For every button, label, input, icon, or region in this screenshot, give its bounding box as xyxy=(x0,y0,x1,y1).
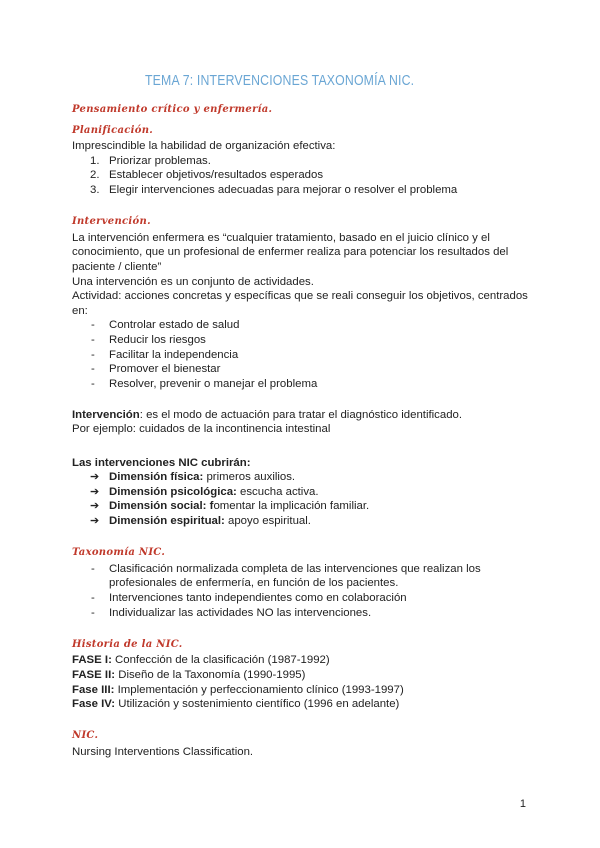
intervencion-actividad: Actividad: acciones concretas y específicas que se reali conseguir los objetivos, centrados en: xyxy=(72,290,528,317)
arrow-icon: ➔ xyxy=(90,515,100,528)
list-item: ➔ Dimensión física: primeros auxilios. xyxy=(90,471,296,484)
list-item: - Clasificación normalizada completa de las intervenciones que realizan los profesionales de enfermería, en función de los pacientes. xyxy=(91,562,481,590)
page-number: 1 xyxy=(519,798,526,810)
nic-definition: Nursing Interventions Classification. xyxy=(72,745,254,758)
list-item: - Reducir los riesgos xyxy=(91,333,206,346)
list-item: - Intervenciones tanto independientes como en colaboración xyxy=(91,592,407,604)
list-item: 1. Priorizar problemas. xyxy=(90,154,211,167)
list-item: 2. Establecer objetivos/resultados esperados xyxy=(90,169,324,182)
planificacion-intro: Imprescindible la habilidad de organización efectiva: xyxy=(72,140,336,153)
intervencion-conjunto: Una intervención es un conjunto de actividades. xyxy=(72,275,314,288)
fases-list xyxy=(72,653,542,711)
heading-historia: Historia de la NIC. xyxy=(72,638,183,650)
list-item: ➔ Dimensión social: fomentar la implicación familiar. xyxy=(90,500,370,513)
list-item: - Facilitar la independencia xyxy=(91,348,239,361)
heading-taxonomia: Taxonomía NIC. xyxy=(72,547,166,559)
list-item: - Promover el bienestar xyxy=(91,363,221,376)
arrow-icon: ➔ xyxy=(90,500,100,513)
arrow-icon: ➔ xyxy=(90,471,100,484)
list-item: 3. Elegir intervenciones adecuadas para mejorar o resolver el problema xyxy=(90,183,458,196)
intervencion-def-paragraph: Intervención: es el modo de actuación para tratar el diagnóstico identificado. xyxy=(72,408,463,421)
arrow-icon: ➔ xyxy=(90,485,100,498)
dimensiones-list xyxy=(72,470,542,528)
list-item: - Resolver, prevenir o manejar el problema xyxy=(91,377,318,390)
list-item: - Controlar estado de salud xyxy=(91,319,240,332)
list-item: FASE II: Diseño de la Taxonomía (1990-1995) xyxy=(72,668,306,681)
heading-pensamiento: Pensamiento crítico y enfermería. xyxy=(72,104,273,115)
page-title: TEMA 7: INTERVENCIONES TAXONOMÍA NIC. xyxy=(145,72,415,89)
nic-cubriran-heading: Las intervenciones NIC cubrirán: xyxy=(72,456,251,469)
document-body xyxy=(72,100,542,760)
intervencion-example: Por ejemplo: cuidados de la incontinencia intestinal xyxy=(72,423,331,436)
list-item: FASE I: Confección de la clasificación (1987-1992) xyxy=(72,654,330,667)
heading-planificacion: Planificación. xyxy=(72,124,154,136)
heading-nic: NIC. xyxy=(72,730,99,742)
taxonomia-list xyxy=(72,562,542,620)
list-item: ➔ Dimensión psicológica: escucha activa. xyxy=(90,485,319,498)
list-item: - Individualizar las actividades NO las intervenciones. xyxy=(91,606,372,619)
intervencion-definition: La intervención enfermera es “cualquier tratamiento, basado en el juicio clínico y el conocimiento, que un profesional de enfermer realiza para potenciar los resultados del paciente / cliente” xyxy=(72,231,509,273)
planificacion-list xyxy=(72,154,542,198)
actividad-list xyxy=(72,318,542,391)
heading-intervencion: Intervención. xyxy=(72,216,151,228)
list-item: ➔ Dimensión espiritual: apoyo espiritual. xyxy=(90,515,311,528)
list-item: Fase IV: Utilización y sostenimiento científico (1996 en adelante) xyxy=(72,698,400,711)
list-item: Fase III: Implementación y perfeccionamiento clínico (1993-1997) xyxy=(72,683,404,696)
